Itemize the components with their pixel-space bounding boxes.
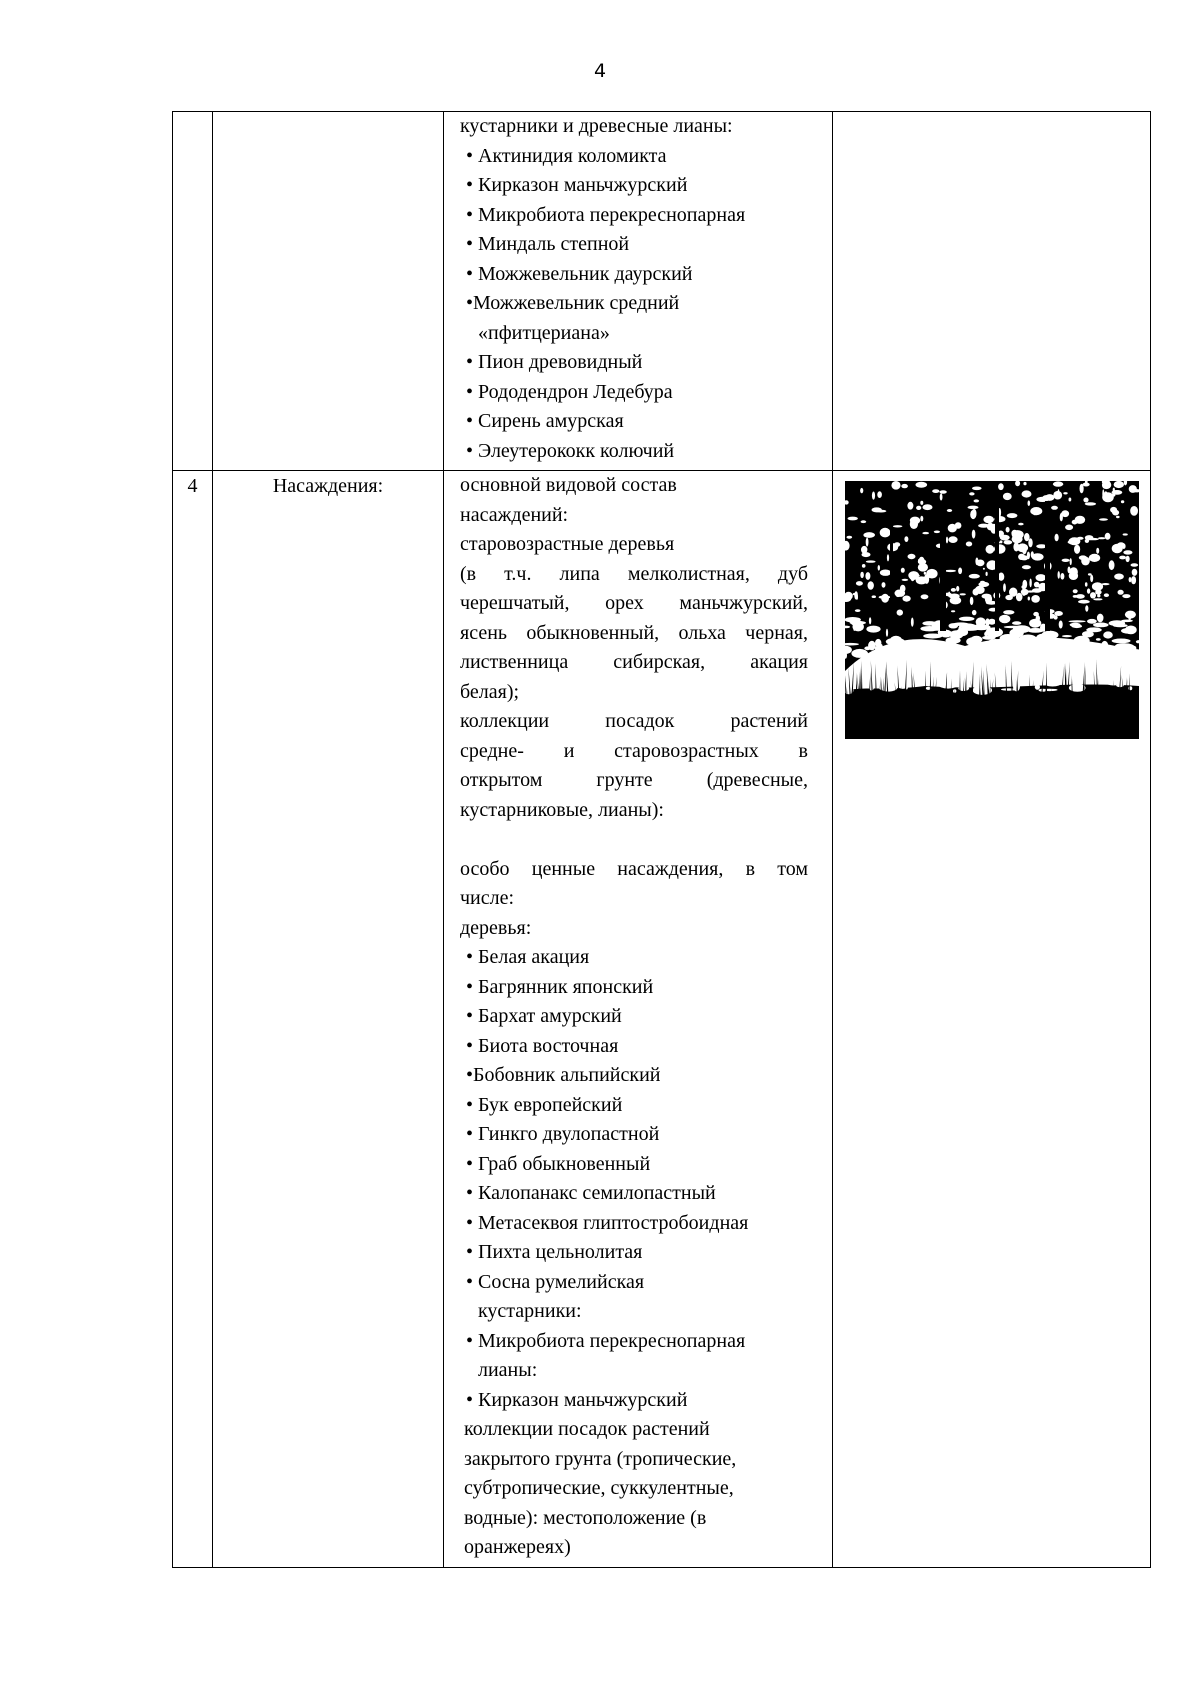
text-line: лиственница сибирская, акация — [460, 651, 808, 673]
row-name: Насаждения: — [213, 471, 444, 1568]
table-row-continued — [173, 112, 1151, 471]
list-item: • Белая акация — [466, 946, 590, 968]
text-line: старовозрастные деревья — [460, 533, 675, 555]
list-item: • Граб обыкновенный — [466, 1152, 651, 1175]
plantings-photo — [845, 481, 1139, 739]
name-cell — [213, 112, 444, 471]
text-line: насаждений: — [460, 503, 569, 526]
text-line: кустарники и древесные лианы: — [460, 115, 733, 137]
text-line: коллекции посадок растений — [464, 1418, 710, 1440]
list-item: • Пион древовидный — [466, 351, 643, 373]
text-line: числе: — [460, 887, 515, 909]
blank-line — [460, 825, 808, 855]
list-item: • Бук европейский — [466, 1093, 623, 1116]
text-line: средне- и старовозрастных в — [460, 739, 808, 762]
number-cell — [173, 112, 213, 471]
text-line: деревья: — [460, 916, 532, 939]
text-line: особо ценные насаждения, в том — [460, 857, 808, 880]
description-cell — [444, 112, 833, 471]
list-item: • Можжевельник даурский — [466, 262, 693, 285]
photo-cell — [833, 112, 1151, 471]
list-item: • Калопанакс семилопастный — [466, 1182, 716, 1204]
list-item: • Сосна румелийская — [466, 1270, 645, 1293]
list-item: • Багрянник японский — [466, 975, 654, 998]
text-line: (в т.ч. липа мелколистная, дуб — [460, 562, 808, 585]
list-item: • Миндаль степной — [466, 233, 630, 255]
text-line: открытом грунте (древесные, — [460, 769, 808, 791]
list-item: • Рододендрон Ледебура — [466, 380, 673, 403]
list-item: • Кирказон маньчжурский — [466, 174, 688, 196]
text-line: черешчатый, орех маньчжурский, — [460, 592, 808, 614]
text-line: ясень обыкновенный, ольха черная, — [460, 621, 808, 644]
text-line: лианы: — [478, 1359, 538, 1381]
list-item: • Актинидия коломикта — [466, 144, 667, 167]
list-item: • Микробиота перекреснопарная — [466, 203, 746, 226]
list-item: •Можжевельник средний — [466, 292, 680, 314]
text-line: коллекции посадок растений — [460, 710, 808, 732]
description-cell — [444, 471, 833, 1568]
text-line: водные): местоположение (в — [464, 1506, 707, 1529]
text-line: закрытого грунта (тропические, — [464, 1447, 737, 1470]
text-line: кустарники: — [478, 1300, 582, 1322]
text-line: субтропические, суккулентные, — [464, 1477, 734, 1499]
list-item: • Элеутерококк колючий — [466, 439, 675, 462]
list-item: • Кирказон маньчжурский — [466, 1388, 688, 1411]
text-line: белая); — [460, 680, 520, 703]
list-item: • Бархат амурский — [466, 1005, 622, 1027]
list-item: • Микробиота перекреснопарная — [466, 1329, 746, 1352]
text-line: оранжереях) — [464, 1536, 571, 1558]
list-item: • Гинкго двулопастной — [466, 1123, 660, 1145]
list-item: • Сирень амурская — [466, 410, 624, 432]
text-line: кустарниковые, лианы): — [460, 798, 664, 821]
list-item: • Метасеквоя глиптостробоидная — [466, 1211, 749, 1234]
row-number: 4 — [173, 471, 213, 1568]
list-item: • Пихта цельнолитая — [466, 1241, 643, 1263]
list-item: «пфитцериана» — [478, 321, 610, 344]
table-row-4 — [173, 471, 1151, 1568]
page-number: 4 — [593, 60, 607, 82]
list-item: •Бобовник альпийский — [466, 1064, 661, 1086]
text-line: основной видовой состав — [460, 474, 677, 496]
photo-cell — [833, 471, 1151, 1568]
plantings-table — [172, 111, 1151, 1568]
list-item: • Биота восточная — [466, 1034, 619, 1057]
